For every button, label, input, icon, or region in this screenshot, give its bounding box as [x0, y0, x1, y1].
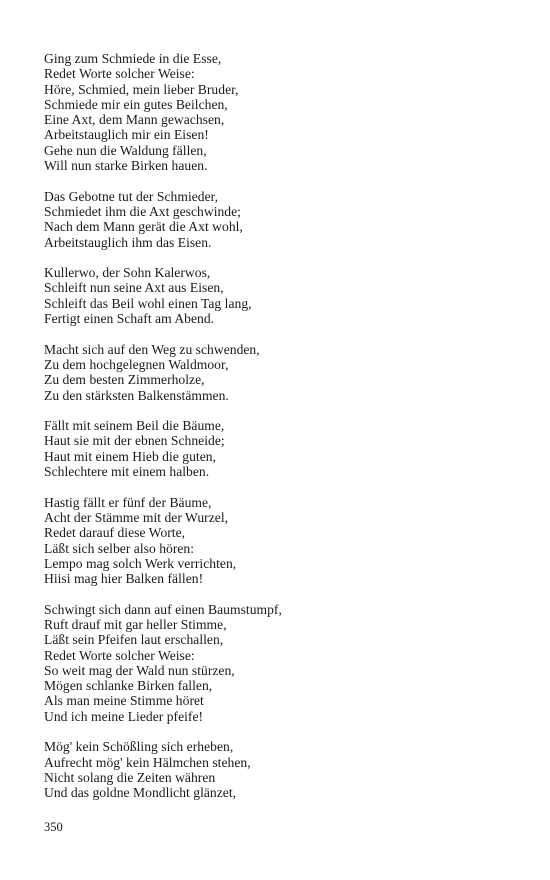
verse-line: Als man meine Stimme höret: [44, 693, 204, 709]
verse-line: Macht sich auf den Weg zu schwenden,: [44, 341, 260, 357]
verse-line: Schleift das Beil wohl einen Tag lang,: [44, 295, 252, 311]
verse-line: Mögen schlanke Birken fallen,: [44, 678, 213, 694]
verse-line: Fällt mit seinem Beil die Bäume,: [44, 418, 225, 434]
verse-line: Zu den stärksten Balkenstämmen.: [44, 387, 229, 403]
verse-line: Nach dem Mann gerät die Axt wohl,: [44, 219, 243, 235]
verse-line: So weit mag der Wald nun stürzen,: [44, 662, 235, 678]
verse-line: Und ich meine Lieder pfeife!: [44, 708, 204, 724]
verse-line: Ruft drauf mit gar heller Stimme,: [44, 616, 227, 632]
verse-line: Arbeitstauglich ihm das Eisen.: [44, 234, 212, 250]
verse-line: Schmiedet ihm die Axt geschwinde;: [44, 203, 241, 219]
verse-line: Schmiede mir ein gutes Beilchen,: [44, 96, 228, 112]
verse-line: Lempo mag solch Werk verrichten,: [44, 555, 237, 571]
verse-line: Das Gebotne tut der Schmieder,: [44, 188, 219, 204]
verse-line: Zu dem hochgelegnen Waldmoor,: [44, 356, 229, 372]
verse-line: Eine Axt, dem Mann gewachsen,: [44, 112, 225, 128]
stanza: [44, 739, 524, 800]
poem-text: [44, 51, 524, 816]
verse-line: Schlechtere mit einem halben.: [44, 464, 210, 480]
verse-line: Redet Worte solcher Weise:: [44, 647, 195, 663]
verse-line: Redet Worte solcher Weise:: [44, 66, 195, 82]
page-number: 350: [44, 820, 63, 834]
verse-line: Mög' kein Schößling sich erheben,: [44, 739, 234, 755]
verse-line: Haut mit einem Hieb die guten,: [44, 448, 216, 464]
stanza: [44, 265, 524, 326]
verse-line: Nicht solang die Zeiten währen: [44, 769, 216, 785]
verse-line: Arbeitstauglich mir ein Eisen!: [44, 127, 209, 143]
verse-line: Schwingt sich dann auf einen Baumstumpf,: [44, 601, 282, 617]
verse-line: Läßt sich selber also hören:: [44, 540, 195, 556]
verse-line: Gehe nun die Waldung fällen,: [44, 142, 207, 158]
verse-line: Höre, Schmied, mein lieber Bruder,: [44, 81, 239, 97]
verse-line: Kullerwo, der Sohn Kalerwos,: [44, 265, 211, 281]
verse-line: Schleift nun seine Axt aus Eisen,: [44, 280, 224, 296]
verse-line: Hastig fällt er fünf der Bäume,: [44, 494, 212, 510]
verse-line: Läßt sein Pfeifen laut erschallen,: [44, 632, 224, 648]
verse-line: Acht der Stämme mit der Wurzel,: [44, 509, 229, 525]
stanza: [44, 189, 524, 250]
verse-line: Hiisi mag hier Balken fällen!: [44, 571, 204, 587]
verse-line: Fertigt einen Schaft am Abend.: [44, 311, 215, 327]
verse-line: Will nun starke Birken hauen.: [44, 158, 208, 174]
verse-line: Redet darauf diese Worte,: [44, 525, 186, 541]
stanza: [44, 602, 524, 724]
stanza: [44, 342, 524, 403]
verse-line: Und das goldne Mondlicht glänzet,: [44, 785, 237, 801]
stanza: [44, 418, 524, 479]
stanza: [44, 495, 524, 587]
verse-line: Zu dem besten Zimmerholze,: [44, 372, 205, 388]
verse-line: Ging zum Schmiede in die Esse,: [44, 51, 222, 66]
stanza: [44, 51, 524, 173]
verse-line: Haut sie mit der ebnen Schneide;: [44, 433, 225, 449]
verse-line: Aufrecht mög' kein Hälmchen stehen,: [44, 754, 251, 770]
